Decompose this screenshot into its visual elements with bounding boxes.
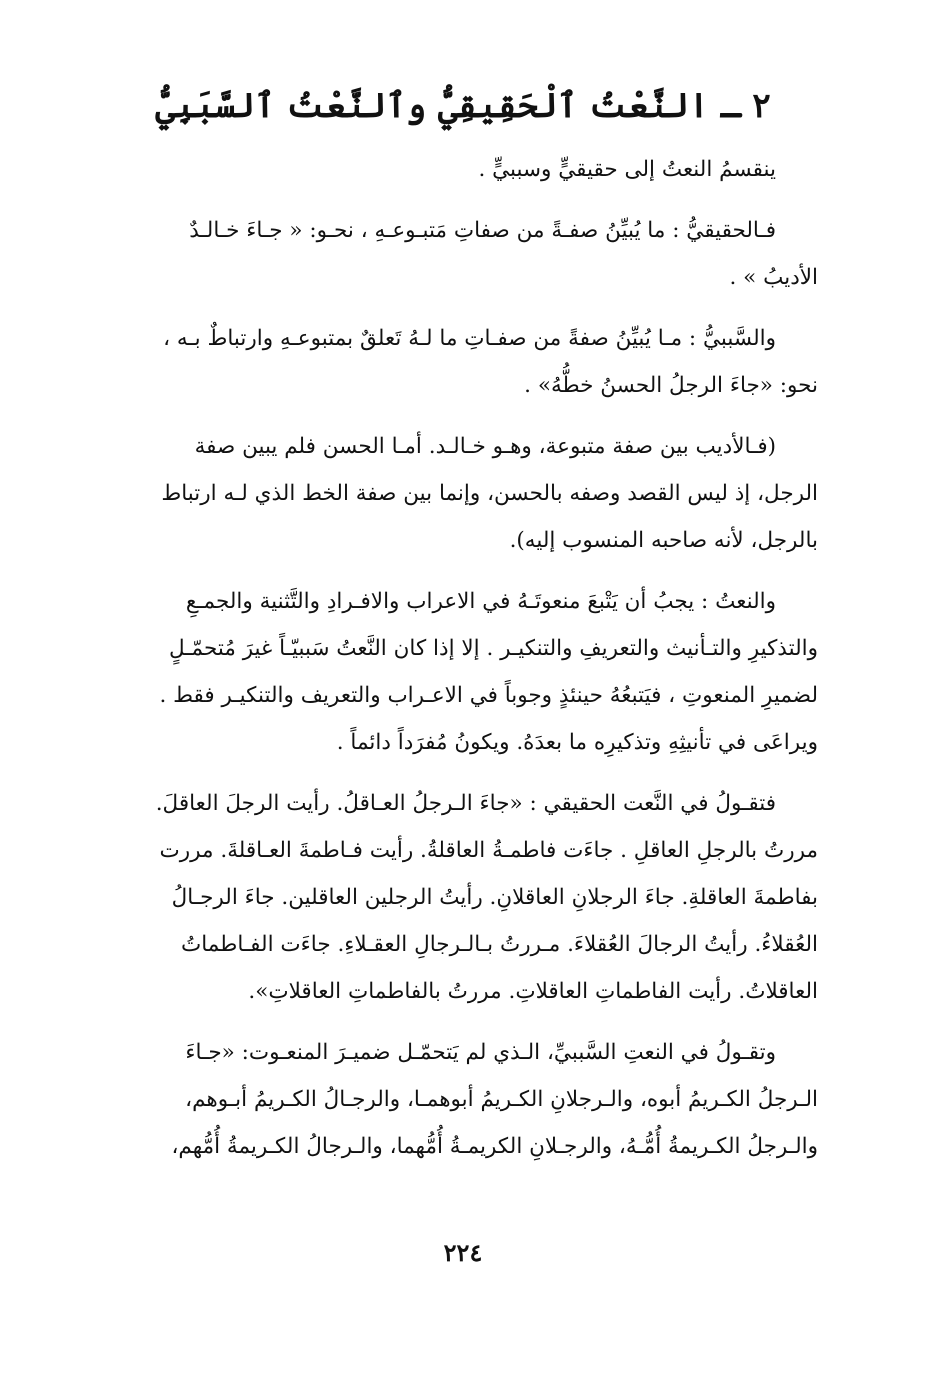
paragraph-haqiqi-examples — [108, 780, 818, 1015]
text-line: فـالحقيقيُّ : ما يُبيِّنُ صفـةً من صفاتِ مَتبـوعـهِ ، نحـو: « جـاءَ خـالـدٌ — [189, 218, 776, 243]
text-line: وتقـولُ في النعتِ السَّببيِّ، الـذي لم يَتحمّـل ضميـرَ المنعـوت: «جـاءَ — [185, 1040, 776, 1065]
text-line: والتذكيرِ والتـأنيث والتعريفِ والتنكيـر . إلا إذا كان النَّعتُ سَببيّـاً غيرَ مُتحمّـلٍ — [168, 636, 818, 661]
paragraph-haqiqi-definition — [108, 207, 818, 301]
paragraph-sababi-examples — [108, 1029, 818, 1170]
section-title: ٢ ـ النَّعْتُ ٱلْحَقِيقِيُّ وٱلنَّعْتُ ٱلسَّبَبِيُّ — [155, 86, 771, 126]
text-line: ويراعَى في تأنيثِهِ وتذكيرِه ما بعدَهُ. ويكونُ مُفرَداً دائماً . — [336, 730, 818, 755]
text-line: الرجل، إذ ليس القصد وصفه بالحسن، وإنما بين صفة الخط الذي لـه ارتباط — [161, 481, 818, 506]
page-number: ٢٢٤ — [443, 1238, 483, 1267]
text-line: بفاطمةَ العاقلةِ. جاءَ الرجلانِ العاقلانِ. رأيتُ الرجلين العاقلين. جاءَ الرجـالُ — [171, 885, 818, 910]
text-line: والسَّببيُّ : مـا يُبيِّنُ صفةً من صفـاتِ ما لـهُ تَعلقٌ بمتبوعـهِ وارتباطٌ بـه ، — [163, 326, 776, 351]
text-line: والـرجلُ الكـريمةُ أُمُّـهُ، والرجـلانِ الكريمـةُ أُمُّهما، والـرجالُ الكـريمةُ أُمُّهم، — [171, 1134, 818, 1159]
text-line: فتقـولُ في النَّعت الحقيقي : «جاءَ الـرجلُ العـاقلُ. رأيت الرجلَ العاقلَ. — [155, 791, 776, 816]
paragraph-agreement-rule — [108, 578, 818, 766]
text-line: الـرجلُ الكـريمُ أبوه، والـرجلانِ الكـريمُ أبوهمـا، والرجـالُ الكـريمُ أبـوهم، — [185, 1087, 818, 1112]
paragraph-explanation — [108, 423, 818, 564]
text-line: ينقسمُ النعتُ إلى حقيقيٍّ وسببيٍّ . — [478, 157, 776, 182]
text-line: (فـالأديب بين صفة متبوعة، وهـو خـالـد. أمـا الحسن فلم يبين صفة — [194, 434, 776, 459]
text-line: بالرجل، لأنه صاحبه المنسوب إليه). — [509, 528, 818, 553]
text-line: والنعتُ : يجبُ أن يَتْبعَ منعوتَـهُ في الاعراب والافـرادِ والتَّثنية والجمـعِ — [185, 589, 776, 614]
text-line: العُقلاءُ. رأيتُ الرجالَ العُقلاءَ. مـررتُ بـالـرجالِ العقـلاءِ. جاءَت الفـاطماتُ — [181, 932, 818, 957]
paragraph-intro — [108, 146, 818, 193]
text-line: مررتُ بالرجلِ العاقلِ . جاءَت فاطمـةُ العاقلةُ. رأيت فـاطمةَ العـاقلةَ. مررت — [159, 838, 818, 863]
text-line: العاقلاتُ. رأيت الفاطماتِ العاقلاتِ. مررتُ بالفاطماتِ العاقلاتِ». — [248, 979, 818, 1004]
text-line: نحو: «جاءَ الرجلُ الحسنُ خطُّهُ» . — [524, 373, 818, 398]
paragraph-sababi-definition — [108, 315, 818, 409]
text-line: الأديبُ » . — [729, 265, 818, 290]
text-line: لضميرِ المنعوتِ ، فيَتبعُهُ حينئذٍ وجوباً في الاعـراب والتعريف والتنكيـر فقط . — [159, 683, 818, 708]
